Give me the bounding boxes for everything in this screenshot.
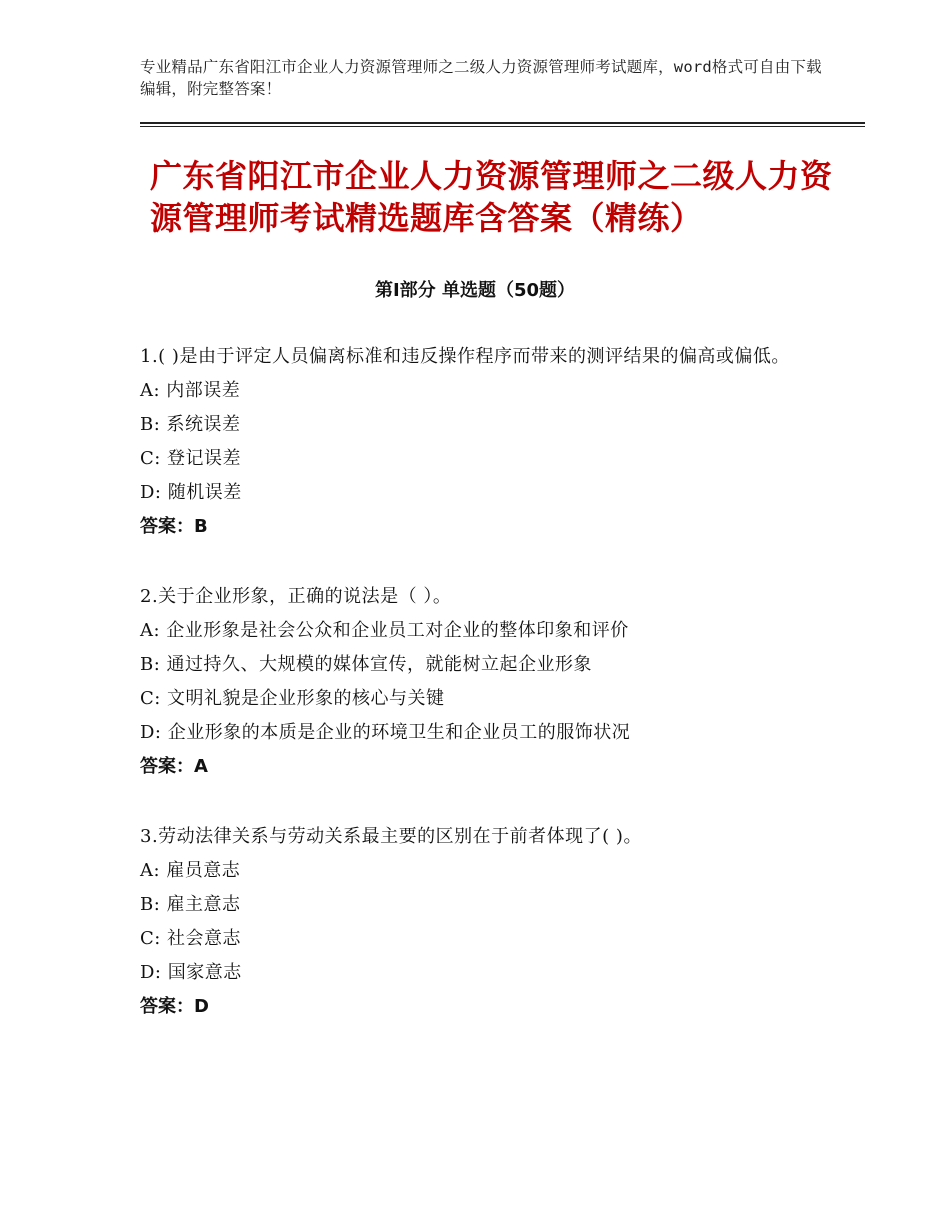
question-3 [140,820,820,1024]
option-d: D: 国家意志 [140,962,242,983]
option-b: B: 雇主意志 [140,894,241,915]
document-title: 广东省阳江市企业人力资源管理师之二级人力资源管理师考试精选题库含答案（精练） [150,157,833,237]
option-d: D: 企业形象的本质是企业的环境卫生和企业员工的服饰状况 [140,722,631,743]
option-c: C: 文明礼貌是企业形象的核心与关键 [140,688,445,709]
option-c: C: 社会意志 [140,928,242,949]
question-stem: 3.劳动法律关系与劳动关系最主要的区别在于前者体现了( )。 [140,826,642,847]
question-stem: 1.( )是由于评定人员偏离标准和违反操作程序而带来的测评结果的偏高或偏低。 [140,346,790,367]
option-b: B: 系统误差 [140,414,241,435]
header-divider-thin [140,126,865,127]
answer: 答案：D [140,996,209,1017]
option-c: C: 登记误差 [140,448,242,469]
question-2 [140,580,820,784]
option-a: A: 企业形象是社会公众和企业员工对企业的整体印象和评价 [140,620,629,641]
option-a: A: 雇员意志 [140,860,241,881]
question-1 [140,340,820,544]
option-a: A: 内部误差 [140,380,241,401]
option-d: D: 随机误差 [140,482,242,503]
question-list [140,340,820,1060]
option-b: B: 通过持久、大规模的媒体宣传，就能树立起企业形象 [140,654,593,675]
question-stem: 2.关于企业形象，正确的说法是（ ）。 [140,586,452,607]
answer: 答案：A [140,756,208,777]
answer: 答案：B [140,516,208,537]
section-title: 第Ⅰ部分 单选题（50题） [374,280,575,301]
header-note: 专业精品广东省阳江市企业人力资源管理师之二级人力资源管理师考试题库，word格式可自由下载编辑，附完整答案！ [140,58,822,98]
header-divider [140,122,865,124]
